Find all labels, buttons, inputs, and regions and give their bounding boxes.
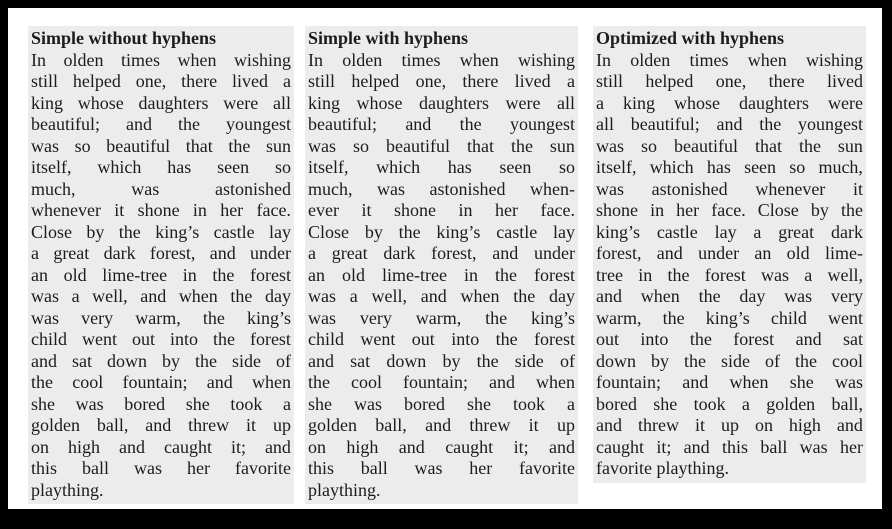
text-line: an old lime-tree in the forest	[308, 264, 575, 285]
text-line: out into the forest and sat	[596, 329, 863, 349]
panel-body-text	[308, 50, 575, 502]
text-line: golden ball, and threw it up	[31, 415, 291, 435]
text-line: and when the day was very	[596, 286, 863, 306]
text-line: forest, and under an old lime-	[596, 243, 863, 263]
text-line: an old lime-tree in the forest	[31, 264, 291, 285]
text-line: she was bored she took a	[31, 393, 291, 414]
text-line: was so beautiful that the sun	[308, 135, 575, 156]
text-line: a great dark forest, and under	[31, 243, 291, 263]
text-line: was a well, and when the day	[308, 286, 575, 306]
text-line: this ball was her favorite	[308, 458, 575, 478]
text-line: the cool fountain; and when	[308, 372, 575, 392]
text-line: tree in the forest was a well,	[596, 264, 863, 285]
text-line: on high and caught it; and	[31, 436, 291, 457]
text-line: In olden times when wishing	[308, 49, 575, 70]
text-line: favorite plaything.	[596, 458, 729, 478]
text-line: and threw it up on high and	[596, 415, 863, 435]
text-line: child went out into the forest	[31, 329, 291, 349]
text-line: still helped one, there lived a	[31, 71, 291, 91]
panel-title: Simple with hyphens	[308, 28, 469, 48]
text-line: itself, which has seen so much,	[596, 157, 863, 177]
text-line: In olden times when wishing	[31, 49, 291, 70]
text-line: was astonished whenever it	[596, 178, 863, 199]
panel-title: Optimized with hyphens	[596, 28, 785, 48]
text-line: this ball was her favorite	[31, 458, 291, 478]
text-line: bored she took a golden ball,	[596, 393, 863, 414]
text-line: king whose daughters were all	[308, 92, 575, 113]
text-line: itself, which has seen so	[308, 157, 575, 177]
text-line: Close by the king’s castle lay	[308, 221, 575, 242]
panel-body-text	[31, 50, 291, 502]
text-line: golden ball, and threw it up	[308, 415, 575, 435]
text-line: was so beautiful that the sun	[596, 135, 863, 156]
text-line: king whose daughters were all	[31, 92, 291, 113]
text-line: was a well, and when the day	[31, 286, 291, 306]
text-line: shone in her face. Close by the	[596, 200, 863, 220]
document-page	[8, 8, 882, 509]
text-line: was very warm, the king’s	[31, 307, 291, 328]
text-line: In olden times when wishing	[596, 49, 863, 70]
text-line: the cool fountain; and when	[31, 372, 291, 392]
text-line: fountain; and when she was	[596, 372, 863, 392]
text-line: Close by the king’s castle lay	[31, 221, 291, 242]
panel-body-text	[596, 50, 863, 480]
text-line: plaything.	[308, 479, 381, 500]
text-line: down by the side of the cool	[596, 350, 863, 371]
text-line: a great dark forest, and under	[308, 243, 575, 263]
text-line: much, was astonished when-	[308, 178, 575, 199]
panel-optimized-with-hyphens	[593, 26, 866, 483]
text-line: beautiful; and the youngest	[308, 114, 575, 134]
text-line: a king whose daughters were	[596, 92, 863, 113]
text-line: beautiful; and the youngest	[31, 114, 291, 134]
text-line: king’s castle lay a great dark	[596, 221, 863, 242]
text-line: was so beautiful that the sun	[31, 135, 291, 156]
text-line: much, was astonished	[31, 178, 291, 199]
text-line: she was bored she took a	[308, 393, 575, 414]
panel-simple-with-hyphens	[305, 26, 578, 504]
text-line: on high and caught it; and	[308, 436, 575, 457]
text-line: was very warm, the king’s	[308, 307, 575, 328]
text-line: caught it; and this ball was her	[596, 436, 863, 457]
text-line: still helped one, there lived a	[308, 71, 575, 91]
text-line: itself, which has seen so	[31, 157, 291, 177]
text-line: ever it shone in her face.	[308, 200, 575, 220]
panel-simple-without-hyphens	[28, 26, 294, 504]
text-line: plaything.	[31, 479, 104, 500]
text-line: still helped one, there lived	[596, 71, 863, 91]
text-line: and sat down by the side of	[308, 350, 575, 371]
text-line: whenever it shone in her face.	[31, 200, 291, 220]
text-line: child went out into the forest	[308, 329, 575, 349]
text-line: all beautiful; and the youngest	[596, 114, 863, 134]
panel-title: Simple without hyphens	[31, 28, 217, 48]
text-line: and sat down by the side of	[31, 350, 291, 371]
text-line: warm, the king’s child went	[596, 307, 863, 328]
